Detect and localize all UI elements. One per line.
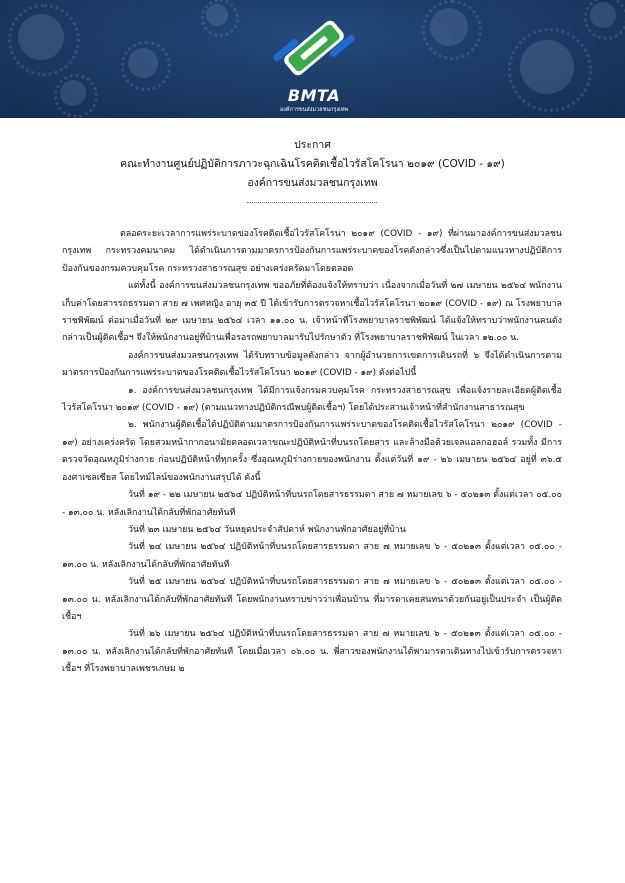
timeline-item: วันที่ ๒๓ เมษายน ๒๕๖๔ วันหยุดประจำสัปดาห์ พนักงานพักอาศัยอยู่ที่บ้าน (128, 524, 406, 535)
paragraph: ตลอดระยะเวลาการแพร่ระบาดของโรคติดเชื้อไวรัสโคโรนา ๒๐๑๙ (COVID - ๑๙) ที่ผ่านมาองค์การขนส่งมวลชนกรุงเทพ กระทรวงคมนาคม ได้ดำเนินการตามมาตรการป้องกันการแพร่ระบาดของโรคดังกล่าวซึ่งเป็นไปตามแนวทางปฏิบัติการป้องกันของกรมควบคุมโรค กระทรวงสาธารณสุข อย่างเคร่งครัดมาโดยตลอด (62, 229, 562, 274)
timeline-item: วันที่ ๒๖ เมษายน ๒๕๖๔ ปฏิบัติหน้าที่บนรถโดยสารธรรมดา สาย ๗ หมายเลข ๖ - ๕๐๒๑๓ ตั้งแต่เวลา ๐๕.๐๐ - ๑๓.๐๐ น. หลังเลิกงานได้กลับที่พักอาศัยทันที โดยเมื่อเวลา ๐๖.๐๐ น. พี่สาวของพนักงานได้พามารดาเดินทางไปเข้ารับการตรวจหาเชื้อฯ ที่โรงพยาบาลเพชรเกษม ๒ (62, 629, 562, 675)
title-divider (247, 202, 377, 203)
virus-decoration-icon (128, 48, 158, 78)
virus-decoration-icon (520, 40, 574, 94)
logo-text: BMTA (287, 86, 341, 105)
document-title (0, 136, 625, 193)
title-line-1: ประกาศ (294, 139, 331, 151)
title-line-2: คณะทำงานศูนย์ปฏิบัติการภาวะฉุกเฉินโรคติดเชื้อไวรัสโคโรนา ๒๐๑๙ (COVID - ๑๙) (120, 158, 505, 170)
virus-decoration-icon (60, 80, 86, 106)
bmta-logo-icon (268, 6, 360, 88)
virus-decoration-icon (590, 2, 616, 28)
paragraph: องค์การขนส่งมวลชนกรุงเทพ ได้รับทราบข้อมูลดังกล่าว จากผู้อำนวยการเขตการเดินรถที่ ๖ จึงได้ดำเนินการตามมาตรการป้องกันการแพร่ระบาดของโรคติดเชื้อไวรัสโคโรนา ๒๐๑๙ (COVID - ๑๙) ดังต่อไปนี้ (62, 350, 562, 379)
title-line-3: องค์การขนส่งมวลชนกรุงเทพ (247, 177, 378, 189)
paragraph: ๑. องค์การขนส่งมวลชนกรุงเทพ ได้มีการแจ้งกรมควบคุมโรค กระทรวงสาธารณสุข เพื่อแจ้งรายละเอียดผู้ติดเชื้อไวรัสโคโรนา ๒๐๑๙ (COVID - ๑๙) (ตามแนวทางปฏิบัติกรณีพบผู้ติดเชื้อฯ) โดยได้ประสานเจ้าหน้าที่สำนักงานสาธารณสุข (62, 385, 562, 414)
virus-decoration-icon (18, 14, 64, 60)
paragraph: ๒. พนักงานผู้ติดเชื้อได้ปฏิบัติตามมาตรการป้องกันการแพร่ระบาดของโรคติดเชื้อไวรัสโคโรนา ๒๐๑๙ (COVID - ๑๙) อย่างเคร่งครัด โดยสวมหน้ากากอนามัยตลอดเวลาขณะปฏิบัติหน้าที่บนรถโดยสาร และล้างมือด้วยเจลแอลกอฮอล์ รวมทั้ง มีการตรวจวัดอุณหภูมิร่างกาย ก่อนปฏิบัติหน้าที่ทุกครั้ง ซึ่งอุณหภูมิร่างกายของพนักงาน ตั้งแต่วันที่ ๑๙ - ๒๖ เมษายน ๒๕๖๔ อยู่ที่ ๓๖.๕ องศาเซลเซียส โดยไทม์ไลน์ของพนักงานสรุปได้ ดังนี้ (62, 420, 562, 483)
timeline-item: วันที่ ๒๕ เมษายน ๒๕๖๔ ปฏิบัติหน้าที่บนรถโดยสารธรรมดา สาย ๗ หมายเลข ๖ - ๕๐๒๑๓ ตั้งแต่เวลา ๐๕.๐๐ - ๑๓.๐๐ น. หลังเลิกงานได้กลับที่พักอาศัยทันที โดยพนักงานทราบข่าวว่าเพื่อนบ้าน ที่มารดาเคยสนทนาด้วยกันอยู่เป็นประจำ เป็นผู้ติดเชื้อฯ (62, 577, 562, 622)
document-page (0, 118, 625, 883)
header-banner (0, 0, 625, 118)
document-body (62, 226, 562, 679)
timeline-item: วันที่ ๑๙ - ๒๒ เมษายน ๒๕๖๔ ปฏิบัติหน้าที่บนรถโดยสารธรรมดา สาย ๗ หมายเลข ๖ - ๕๐๒๑๓ ตั้งแต่เวลา ๐๕.๐๐ - ๑๓.๐๐ น. หลังเลิกงานได้กลับที่พักอาศัยทันที (62, 490, 562, 518)
virus-decoration-icon (206, 4, 228, 26)
paragraph: แต่ทั้งนี้ องค์การขนส่งมวลชนกรุงเทพ ขออภัยที่ต้องแจ้งให้ทราบว่า เนื่องจากเมื่อวันที่ ๒๗ เมษายน ๒๕๖๔ พนักงานเก็บค่าโดยสารรถธรรมดา สาย ๗ เพศหญิง อายุ ๓๕ ปี ได้เข้ารับการตรวจหาเชื้อไวรัสโคโรนา ๒๐๑๙ (COVID - ๑๙) ณ โรงพยาบาลราชพิพัฒน์ ต่อมาเมื่อวันที่ ๒๙ เมษายน ๒๕๖๔ เวลา ๑๑.๐๐ น. เจ้าหน้าที่โรงพยาบาลราชพิพัฒน์ ได้แจ้งให้ทราบว่าพนักงานคนดังกล่าวเป็นผู้ติดเชื้อฯ จึงให้พนักงานอยู่ที่บ้านเพื่อรอรถพยาบาลมารับไปรักษาตัว ที่โรงพยาบาลราชพิพัฒน์ ในเวลา ๑๒.๐๐ น. (62, 281, 562, 344)
virus-decoration-icon (430, 8, 468, 46)
timeline-item: วันที่ ๒๔ เมษายน ๒๕๖๔ ปฏิบัติหน้าที่บนรถโดยสารธรรมดา สาย ๗ หมายเลข ๖ - ๕๐๒๑๓ ตั้งแต่เวลา ๐๕.๐๐ - ๑๓.๐๐ น. หลังเลิกงานได้กลับที่พักอาศัยทันที (62, 542, 562, 570)
bmta-logo (268, 6, 360, 116)
logo-subtitle: องค์การขนส่งมวลชนกรุงเทพ (279, 107, 349, 113)
